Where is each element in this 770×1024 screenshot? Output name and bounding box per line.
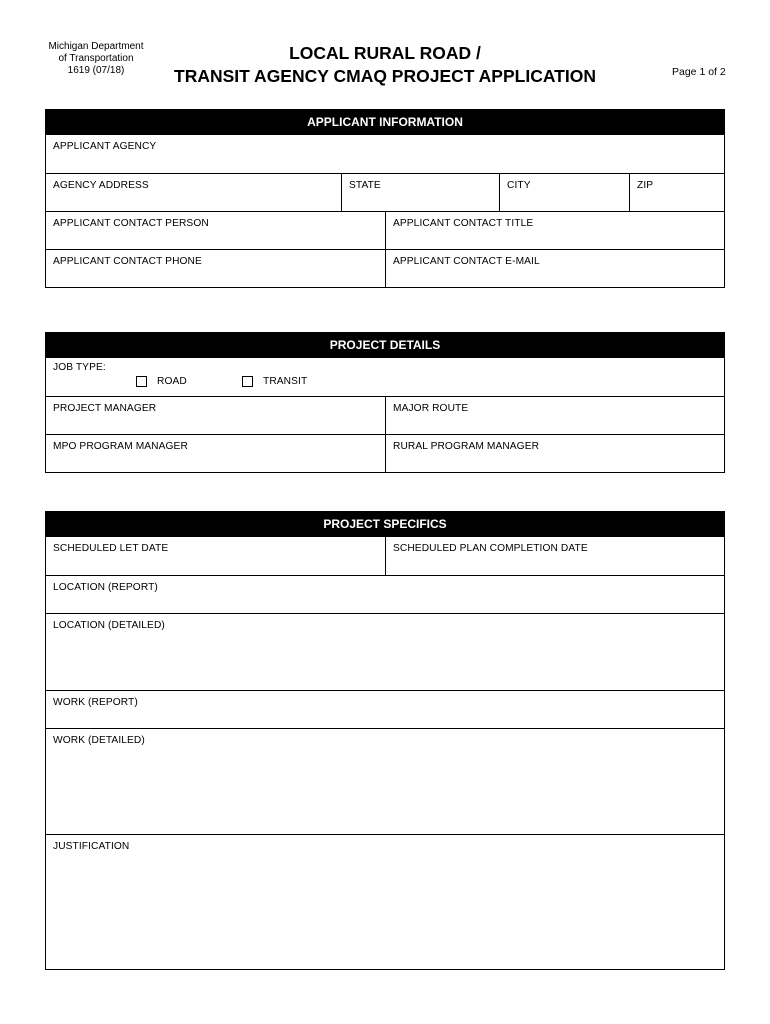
project-specifics-heading: PROJECT SPECIFICS	[46, 512, 724, 537]
page-number: Page 1 of 2	[672, 66, 726, 78]
mpo-program-manager-field[interactable]	[46, 435, 385, 472]
transit-option[interactable]	[242, 376, 307, 387]
contact-person-label: APPLICANT CONTACT PERSON	[53, 218, 209, 229]
agency-address-field[interactable]	[46, 174, 341, 211]
applicant-information-heading: APPLICANT INFORMATION	[46, 110, 724, 135]
job-type-field	[46, 358, 724, 396]
form-title-line2: TRANSIT AGENCY CMAQ PROJECT APPLICATION	[174, 66, 596, 86]
contact-email-field[interactable]	[385, 250, 724, 287]
location-report-field[interactable]	[46, 576, 724, 613]
location-detailed-label: LOCATION (DETAILED)	[53, 620, 165, 631]
applicant-agency-field[interactable]	[46, 135, 724, 173]
road-label: ROAD	[157, 376, 187, 387]
project-specifics-section	[45, 511, 725, 970]
state-label: STATE	[349, 180, 381, 191]
scheduled-let-date-label: SCHEDULED LET DATE	[53, 543, 169, 554]
contact-title-label: APPLICANT CONTACT TITLE	[393, 218, 534, 229]
mpo-program-manager-label: MPO PROGRAM MANAGER	[53, 441, 188, 452]
agency-block	[40, 41, 152, 77]
contact-phone-label: APPLICANT CONTACT PHONE	[53, 256, 202, 267]
city-label: CITY	[507, 180, 531, 191]
agency-name-line2: of Transportation	[58, 53, 134, 64]
work-detailed-field[interactable]	[46, 729, 724, 834]
project-manager-field[interactable]	[46, 397, 385, 434]
applicant-agency-label: APPLICANT AGENCY	[53, 141, 157, 152]
scheduled-let-date-field[interactable]	[46, 537, 385, 575]
work-report-label: WORK (REPORT)	[53, 697, 138, 708]
form-title	[170, 42, 600, 88]
state-field[interactable]	[341, 174, 499, 211]
justification-label: JUSTIFICATION	[53, 841, 130, 852]
agency-name-line1: Michigan Department	[48, 41, 144, 52]
contact-title-field[interactable]	[385, 212, 724, 249]
contact-email-label: APPLICANT CONTACT E-MAIL	[393, 256, 540, 267]
transit-label: TRANSIT	[263, 376, 308, 387]
rural-program-manager-field[interactable]	[385, 435, 724, 472]
rural-program-manager-label: RURAL PROGRAM MANAGER	[393, 441, 540, 452]
work-report-field[interactable]	[46, 691, 724, 728]
major-route-label: MAJOR ROUTE	[393, 403, 469, 414]
location-detailed-field[interactable]	[46, 614, 724, 690]
scheduled-plan-completion-date-label: SCHEDULED PLAN COMPLETION DATE	[393, 543, 588, 554]
zip-label: ZIP	[637, 180, 654, 191]
zip-field[interactable]	[629, 174, 724, 211]
applicant-information-section	[45, 109, 725, 288]
agency-address-label: AGENCY ADDRESS	[53, 180, 149, 191]
road-option[interactable]	[136, 376, 187, 387]
job-type-label: JOB TYPE:	[53, 362, 106, 373]
project-manager-label: PROJECT MANAGER	[53, 403, 157, 414]
contact-phone-field[interactable]	[46, 250, 385, 287]
transit-checkbox[interactable]	[242, 376, 253, 387]
major-route-field[interactable]	[385, 397, 724, 434]
road-checkbox[interactable]	[136, 376, 147, 387]
work-detailed-label: WORK (DETAILED)	[53, 735, 145, 746]
city-field[interactable]	[499, 174, 629, 211]
location-report-label: LOCATION (REPORT)	[53, 582, 158, 593]
contact-person-field[interactable]	[46, 212, 385, 249]
project-details-section	[45, 332, 725, 473]
justification-field[interactable]	[46, 835, 724, 969]
scheduled-plan-completion-date-field[interactable]	[385, 537, 724, 575]
project-details-heading: PROJECT DETAILS	[46, 333, 724, 358]
form-number: 1619 (07/18)	[67, 65, 125, 76]
form-title-line1: LOCAL RURAL ROAD /	[289, 43, 481, 63]
